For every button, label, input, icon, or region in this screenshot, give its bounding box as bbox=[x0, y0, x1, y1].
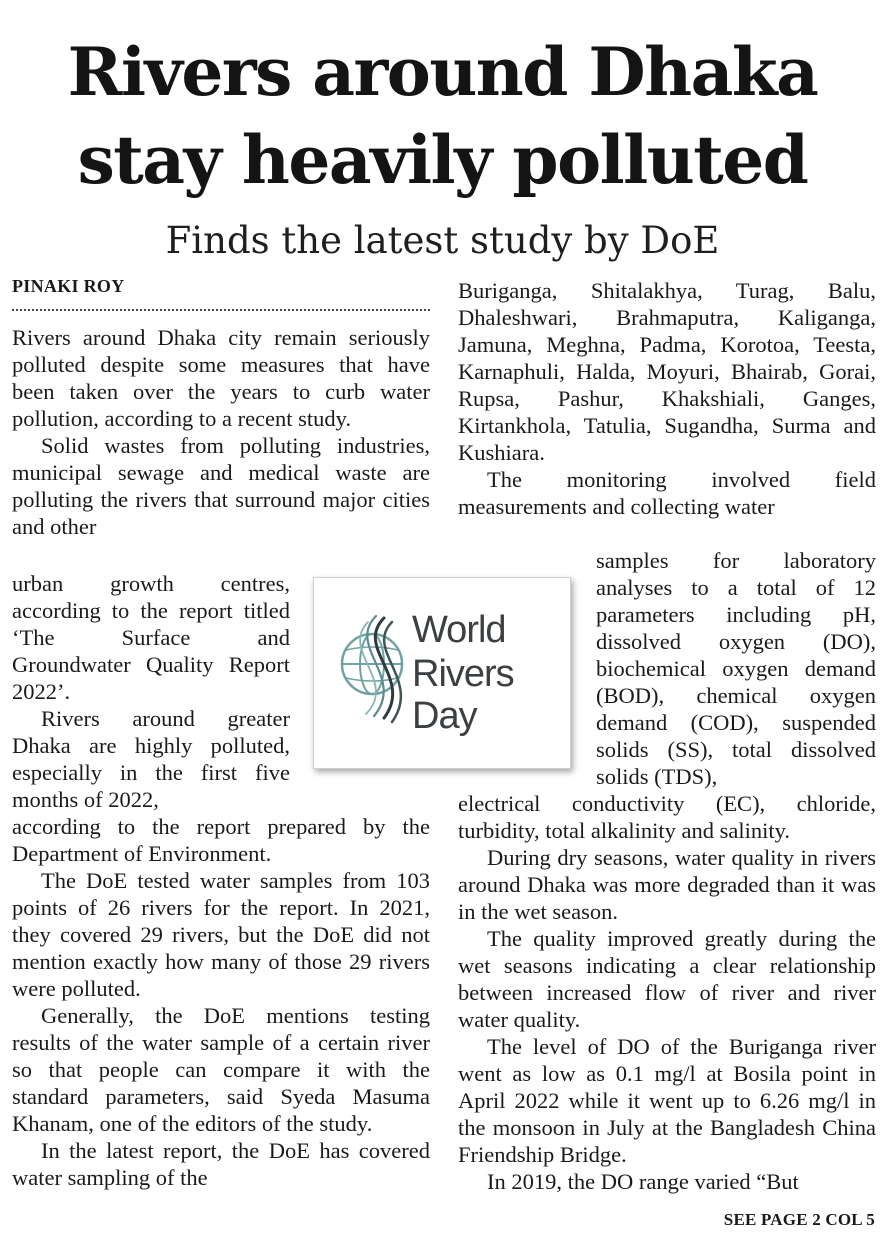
paragraph: urban growth centres, according to the report titled ‘The Surface and Groundwater Quality Report 2022’. bbox=[12, 571, 290, 704]
paragraph: During dry seasons, water quality in rivers around Dhaka was more degraded than it was in the wet season. bbox=[458, 845, 876, 924]
right-column-top bbox=[458, 277, 876, 547]
paragraph: In the latest report, the DoE has covered water sampling of the bbox=[12, 1138, 430, 1190]
world-rivers-day-photo bbox=[313, 577, 571, 769]
paragraph: The monitoring involved field measurements and collecting water bbox=[458, 467, 876, 519]
headline bbox=[0, 28, 885, 204]
paragraph: The DoE tested water samples from 103 points of 26 rivers for the report. In 2021, they covered 29 rivers, but the DoE did not mention exactly how many of those 29 rivers were polluted. bbox=[12, 868, 430, 1001]
paragraph: The quality improved greatly during the wet seasons indicating a clear relationship between increased flow of river and river water quality. bbox=[458, 926, 876, 1032]
paragraph: Buriganga, Shitalakhya, Turag, Balu, Dhaleshwari, Brahmaputra, Kaliganga, Jamuna, Meghna, Padma, Korotoa, Teesta, Karnaphuli, Halda, Moyuri, Bhairab, Gorai, Rupsa, Pashur, Khakshiali, Ganges, Kirtankhola, Tatulia, Sugandha, Surma and Kushiara. bbox=[458, 278, 876, 465]
paragraph: according to the report prepared by the Department of Environment. bbox=[12, 814, 430, 866]
continuation-jump-line: SEE PAGE 2 COL 5 bbox=[723, 1210, 875, 1229]
logo-text: Rivers bbox=[412, 653, 514, 695]
headline-line-1: Rivers around Dhaka bbox=[67, 33, 818, 111]
headline-line-2: stay heavily polluted bbox=[77, 121, 808, 199]
right-column-wrap bbox=[596, 547, 876, 790]
left-column-top bbox=[12, 324, 430, 570]
logo-text: Day bbox=[412, 695, 477, 737]
subheadline: Finds the latest study by DoE bbox=[165, 219, 720, 262]
paragraph: electrical conductivity (EC), chloride, turbidity, total alkalinity and salinity. bbox=[458, 791, 876, 843]
paragraph: Solid wastes from polluting industries, municipal sewage and medical waste are polluting the rivers that surround major cities and other bbox=[12, 433, 430, 539]
paragraph: Rivers around greater Dhaka are highly polluted, especially in the first five months of 2022, bbox=[12, 706, 290, 812]
left-column-wrap bbox=[12, 570, 290, 813]
paragraph: In 2019, the DO range varied “But bbox=[487, 1169, 799, 1194]
left-column-bottom bbox=[12, 813, 430, 1218]
paragraph: The level of DO of the Buriganga river went as low as 0.1 mg/l at Bosila point in April 2022 while it went up to 6.26 mg/l in the monsoon in July at the Bangladesh China Friendship Bridge. bbox=[458, 1034, 876, 1167]
right-column-bottom bbox=[458, 790, 876, 1195]
dotted-divider bbox=[12, 309, 430, 311]
paragraph: Generally, the DoE mentions testing results of the water sample of a certain river so that people can compare it with the standard parameters, said Syeda Masuma Khanam, one of the editors of the study. bbox=[12, 1003, 430, 1136]
byline: PINAKI ROY bbox=[12, 276, 125, 296]
paragraph: samples for laboratory analyses to a total of 12 parameters including pH, dissolved oxygen (DO), biochemical oxygen demand (BOD), chemical oxygen demand (COD), suspended solids (SS), total dissolved solids (TDS), bbox=[596, 548, 876, 789]
paragraph: Rivers around Dhaka city remain seriously polluted despite some measures that have been taken over the years to curb water pollution, according to a recent study. bbox=[12, 325, 430, 431]
logo-text: World bbox=[412, 609, 506, 651]
